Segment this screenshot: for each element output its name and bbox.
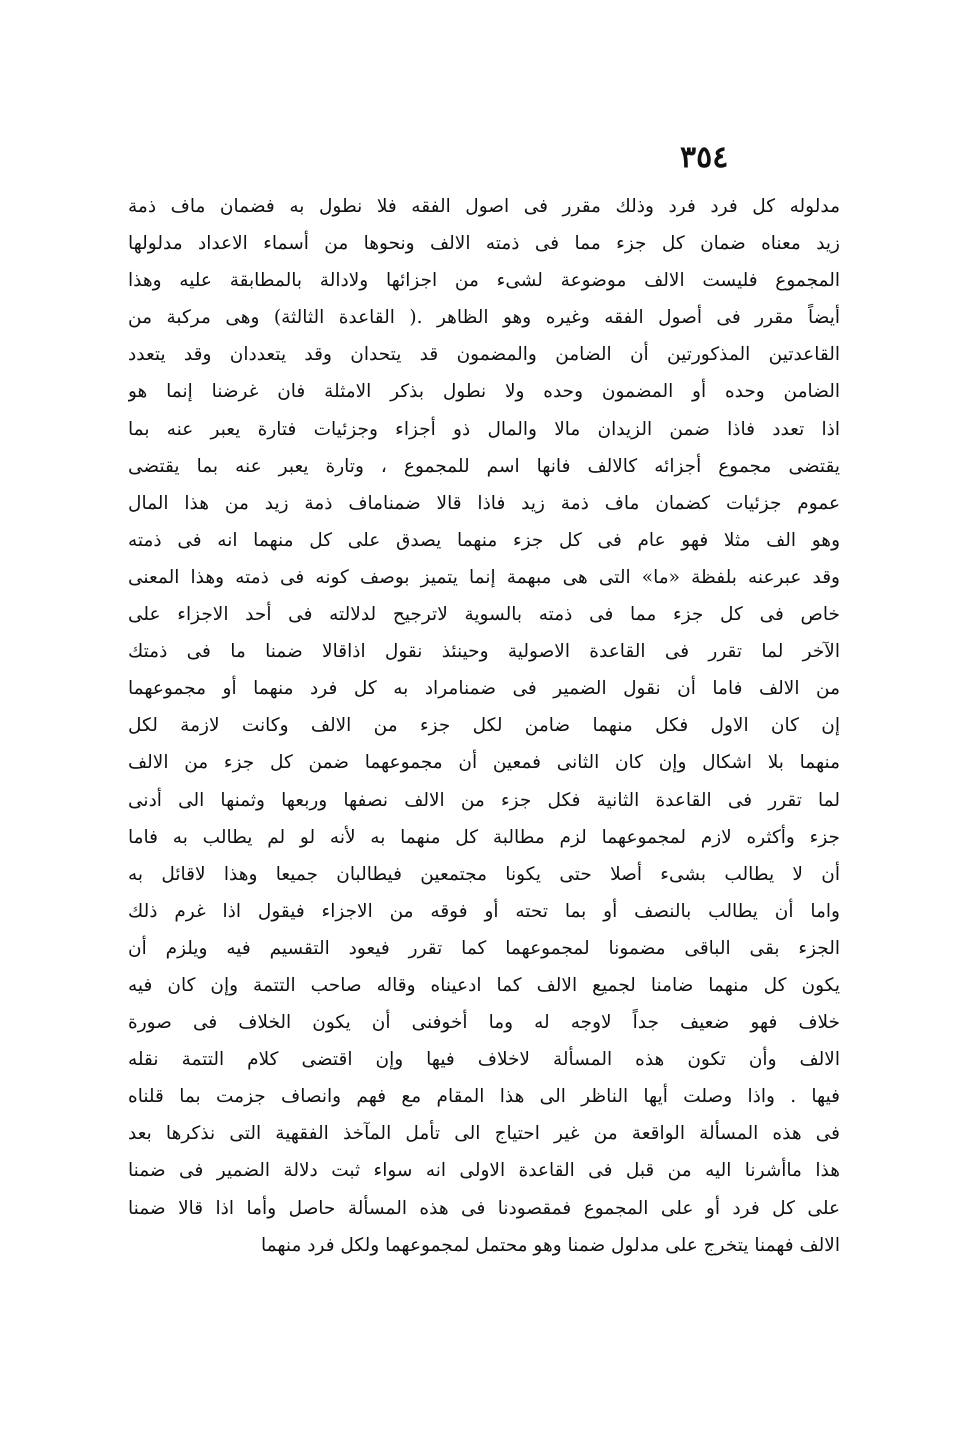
text-line: جزء وأكثره لازم لمجموعهما لزم مطالبة كل منهما به لأنه لو لم يطالب به فاما xyxy=(128,826,840,848)
text-line: الضامن وحده أو المضمون وحده ولا نطول بذكر الامثلة فان غرضنا إنما هو xyxy=(128,381,840,403)
text-line: خلاف فهو ضعيف جداً لاوجه له وما أخوفنى أن يكون الخلاف فى صورة xyxy=(128,1012,840,1034)
text-line: وقد عبرعنه بلفظة «ما» التى هى مبهمة إنما يتميز بوصف كونه فى ذمته وهذا المعنى xyxy=(128,566,840,588)
text-line: الجزء بقى الباقى مضمونا لمجموعهما كما تقرر فيعود التقسيم فيه ويلزم أن xyxy=(128,937,840,959)
text-line: وهو الف مثلا فهو عام فى كل جزء منهما يصدق على كل منهما انه فى ذمته xyxy=(128,529,840,551)
text-line: هذا ماأشرنا اليه من قبل فى القاعدة الاولى انه سواء ثبت دلالة الضمير فى ضمنا xyxy=(128,1160,840,1182)
text-line: أيضاً مقرر فى أصول الفقه وغيره وهو الظاهر .( القاعدة الثالثة) وهى مركبة من xyxy=(128,307,840,329)
text-line: على كل فرد أو على المجموع فمقصودنا فى هذه المسألة حاصل وأما اذا قالا ضمنا xyxy=(128,1197,840,1219)
text-line: منهما بلا اشكال وإن كان الثانى فمعين أن مجموعهما ضمن كل جزء من الالف xyxy=(128,752,840,774)
text-line: إن كان الاول فكل منهما ضامن لكل جزء من الالف وكانت لازمة لكل xyxy=(128,715,840,737)
text-line: القاعدتين المذكورتين أن الضامن والمضمون قد يتحدان وقد يتعددان وقد يتعدد xyxy=(128,344,840,366)
body-text xyxy=(128,188,840,1264)
text-line: من الالف فاما أن نقول الضمير فى ضمنامراد به كل فرد منهما أو مجموعهما xyxy=(128,678,840,700)
text-line: اذا تعدد فاذا ضمن الزيدان مالا والمال ذو أجزاء وجزئيات فتارة يعبر عنه بما xyxy=(128,418,840,440)
text-line: مدلوله كل فرد فرد وذلك مقرر فى اصول الفقه فلا نطول به فضمان ماف ذمة xyxy=(128,196,840,217)
text-line: المجموع فليست الالف موضوعة لشىء من اجزائها ولادالة بالمطابقة عليه وهذا xyxy=(128,270,840,292)
page-number: ٣٥٤ xyxy=(680,140,729,175)
text-line: الالف وأن تكون هذه المسألة لاخلاف فيها وإن اقتضى كلام التتمة نقله xyxy=(128,1049,840,1071)
text-line: يقتضى مجموع أجزائه كالالف فانها اسم للمجموع ، وتارة يعبر عنه بما يقتضى xyxy=(128,455,840,477)
text-line: الآخر لما تقرر فى القاعدة الاصولية وحينئذ نقول اذاقالا ضمنا ما فى ذمتك xyxy=(128,641,840,663)
text-line: فى هذه المسألة الواقعة من غير احتياج الى تأمل المآخذ الفقهية التى نذكرها بعد xyxy=(128,1123,840,1145)
text-line: واما أن يطالب بالنصف أو بما تحته أو فوقه من الاجزاء فيقول اذا غرم ذلك xyxy=(128,900,840,922)
text-line: زيد معناه ضمان كل جزء مما فى ذمته الالف ونحوها من أسماء الاعداد مدلولها xyxy=(128,233,840,255)
text-line: خاص فى كل جزء مما فى ذمته بالسوية لاترجيح لدلالته فى أحد الاجزاء على xyxy=(128,604,840,626)
text-line: لما تقرر فى القاعدة الثانية فكل جزء من الالف نصفها وربعها وثمنها الى أدنى xyxy=(128,789,840,811)
text-line: الالف فهمنا يتخرج على مدلول ضمنا وهو محتمل لمجموعهما ولكل فرد منهما xyxy=(261,1234,840,1256)
text-line: عموم جزئيات كضمان ماف ذمة زيد فاذا قالا ضمناماف ذمة زيد من هذا المال xyxy=(128,492,840,514)
text-line: فيها . واذا وصلت أيها الناظر الى هذا المقام مع فهم وانصاف جزمت بما قلناه xyxy=(128,1086,840,1108)
text-line: يكون كل منهما ضامنا لجميع الالف كما ادعيناه وقاله صاحب التتمة وإن كان فيه xyxy=(128,974,840,996)
text-line: أن لا يطالب بشىء أصلا حتى يكونا مجتمعين فيطالبان جميعا وهذا لاقائل به xyxy=(128,863,840,885)
